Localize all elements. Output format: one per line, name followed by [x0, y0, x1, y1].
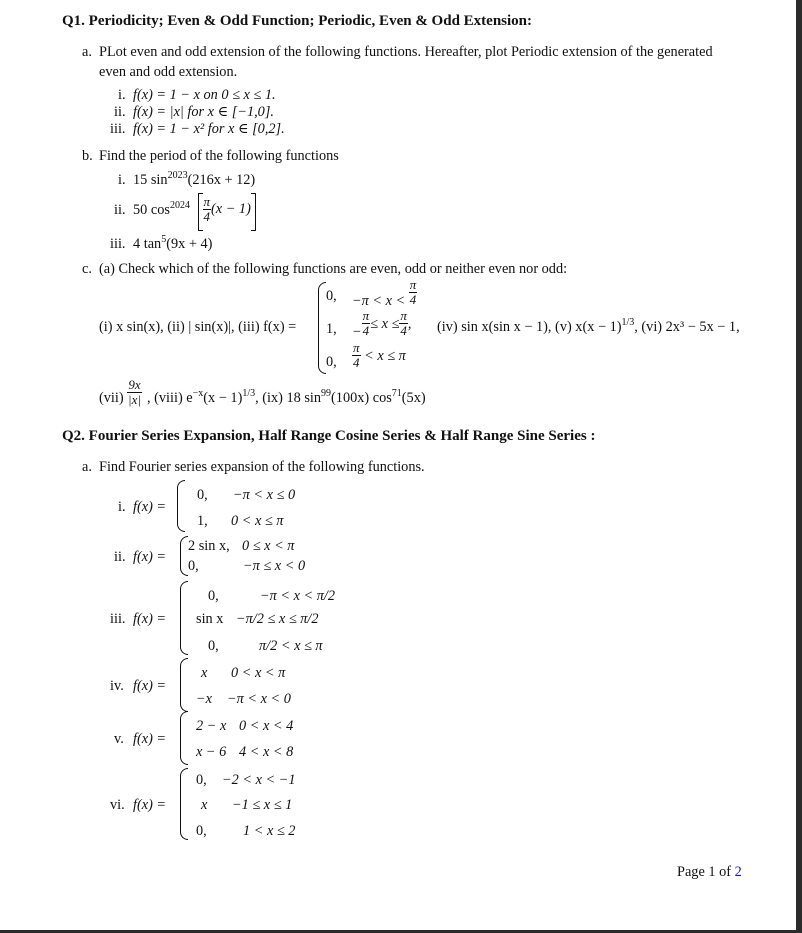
q2-case-value: 0,: [197, 487, 208, 503]
q1-b-iii-number: iii.: [110, 236, 126, 252]
q2-case-condition: 0 < x ≤ π: [231, 513, 284, 529]
expr-part: (x − 1): [211, 201, 251, 218]
q2-case-value: 2 − x: [196, 718, 227, 734]
q1-c-case-value: 0,: [326, 288, 337, 304]
left-brace: [180, 768, 188, 840]
q2-case-condition: −π < x ≤ 0: [233, 487, 296, 503]
q1-c-vii-rest: , (viii) $e^{-x}(x - 1)^{1/3}$, (ix) 18 $\sin^{99}(100x)$ $\cos^{71}(5x)$: [147, 388, 426, 406]
q1-c-vii-fraction: [127, 378, 142, 406]
q1-heading: Q1. Periodicity; Even & Odd Function; Periodic, Even & Odd Extension:: [62, 13, 533, 29]
left-brace: [180, 658, 188, 712]
fraction: $\frac{\pi}{4}$: [409, 277, 417, 307]
q2-func-number: iii.: [110, 611, 126, 627]
q1-a-line1: PLot even and odd extension of the following functions. Hereafter, plot Periodic extension of the generated: [99, 44, 713, 60]
q1-b-i-expression: [133, 172, 255, 188]
q2-func-lhs: f(x) =: [133, 731, 167, 747]
q1-c-line: (a) Check which of the following functions are even, odd or neither even nor odd:: [99, 261, 568, 277]
q2-func-lhs: f(x) =: [133, 611, 167, 627]
fraction: $\frac{\pi}{4}$: [353, 340, 360, 370]
page-indicator: [677, 864, 742, 880]
q2-case-value: x: [201, 665, 208, 681]
q2-case-value: 0,: [208, 638, 219, 654]
fraction: $\frac{9x}{|x|}$: [128, 377, 141, 407]
q1-c-case-value: 1,: [326, 321, 337, 337]
q1-c-case-condition: − $\frac{\pi}{4}$ ≤ x ≤ $\frac{\pi}{4}$ ,: [352, 308, 412, 341]
q2-case-condition: 0 ≤ x < π: [242, 538, 295, 554]
expr-part: 15 sin: [133, 172, 168, 188]
q1-c-case-condition: $\frac{\pi}{4}$ < x ≤ π: [353, 340, 406, 370]
bracket-group: [198, 193, 256, 231]
q2-func-number: v.: [114, 731, 124, 747]
q1-a-item-text: f(x) = |x| for x ∈ [−1,0].: [133, 104, 274, 120]
q1-c-right-list: (iv) sin x(sin x − 1), (v) $x(x - 1)^{1/3}$, (vi) 2x³ − 5x − 1,: [437, 317, 740, 335]
q2-case-value: 0,: [196, 823, 207, 839]
q2-case-value: x: [201, 797, 208, 813]
q2-case-condition: −π < x < 0: [227, 691, 291, 707]
q2-case-condition: 0 < x < π: [231, 665, 286, 681]
left-brace: [318, 282, 326, 374]
q2-a-line: Find Fourier series expansion of the following functions.: [99, 459, 425, 475]
q1-c-marker: c.: [82, 261, 92, 277]
q2-case-value: 0,: [196, 772, 207, 788]
q1-a-line2: even and odd extension.: [99, 64, 238, 80]
q2-case-value: −x: [196, 691, 212, 707]
q1-c-left-list: (i) x sin(x), (ii) | sin(x)|, (iii) f(x) =: [99, 319, 297, 335]
q1-c-case-condition: −π < x < $\frac{\pi}{4}$: [352, 277, 417, 310]
q1-a-marker: a.: [82, 44, 92, 60]
expr-part: 4 tan: [133, 236, 162, 252]
q1-b-ii-number: ii.: [114, 202, 126, 218]
q2-case-condition: −π/2 ≤ x ≤ π/2: [236, 611, 319, 627]
q2-case-value: sin x: [196, 611, 224, 627]
q1-c-case-value: 0,: [326, 354, 337, 370]
q2-func-number: iv.: [110, 678, 124, 694]
q2-case-condition: −2 < x < −1: [222, 772, 296, 788]
left-brace: [177, 480, 185, 532]
q2-func-number: vi.: [110, 797, 125, 813]
q2-case-value: 0,: [188, 558, 199, 574]
q1-b-i-number: i.: [118, 172, 126, 188]
q2-case-condition: 4 < x < 8: [239, 744, 294, 760]
page-label: Page 1 of: [677, 864, 731, 880]
q1-b-line: Find the period of the following functions: [99, 148, 339, 164]
expr-part: 50 cos: [133, 202, 170, 218]
window-right-edge: [796, 0, 802, 933]
q1-b-ii-expression: [133, 193, 256, 233]
q2-case-condition: −π ≤ x < 0: [243, 558, 306, 574]
q1-a-item-number: iii.: [110, 121, 126, 137]
q2-func-lhs: f(x) =: [133, 549, 167, 565]
expr-part: (216x + 12): [187, 172, 256, 188]
q2-a-marker: a.: [82, 459, 92, 475]
q2-case-value: x − 6: [196, 744, 227, 760]
expr-part: (9x + 4): [166, 236, 213, 252]
q2-func-number: ii.: [114, 549, 126, 565]
q1-c-vii-label: (vii): [99, 390, 124, 406]
q2-func-number: i.: [118, 499, 126, 515]
page-total-link[interactable]: 2: [734, 864, 742, 880]
q1-a-item-text: f(x) = 1 − x on 0 ≤ x ≤ 1.: [133, 87, 276, 103]
q1-b-iii-expression: [133, 236, 212, 252]
q2-heading: Q2. Fourier Series Expansion, Half Range Cosine Series & Half Range Sine Series :: [62, 428, 596, 444]
q2-case-value: 0,: [208, 588, 219, 604]
expr-exponent: 2024: [169, 200, 190, 211]
left-brace: [180, 711, 188, 765]
q2-case-condition: 0 < x < 4: [239, 718, 294, 734]
q2-case-condition: −1 ≤ x ≤ 1: [232, 797, 293, 813]
fraction: $\frac{\pi}{4}$: [400, 308, 407, 338]
expr-exponent: 5: [161, 234, 167, 245]
q1-a-item-number: i.: [118, 87, 126, 103]
q1-b-marker: b.: [82, 148, 93, 164]
q2-case-value: 1,: [197, 513, 208, 529]
q1-a-item-text: f(x) = 1 − x² for x ∈ [0,2].: [133, 121, 285, 137]
left-brace: [180, 536, 188, 576]
left-brace: [180, 581, 188, 655]
q2-case-condition: 1 < x ≤ 2: [243, 823, 296, 839]
q2-func-lhs: f(x) =: [133, 499, 167, 515]
q2-case-condition: −π < x < π/2: [260, 588, 336, 604]
q1-a-item-number: ii.: [114, 104, 126, 120]
fraction: $\frac{\pi}{4}$: [362, 308, 370, 338]
q2-func-lhs: f(x) =: [133, 797, 167, 813]
fraction: $\frac{\pi}{4}$: [203, 194, 211, 224]
q2-case-condition: π/2 < x ≤ π: [259, 638, 323, 654]
q2-func-lhs: f(x) =: [133, 678, 167, 694]
q2-case-value: 2 sin x,: [188, 538, 230, 554]
expr-exponent: 2023: [167, 170, 188, 181]
